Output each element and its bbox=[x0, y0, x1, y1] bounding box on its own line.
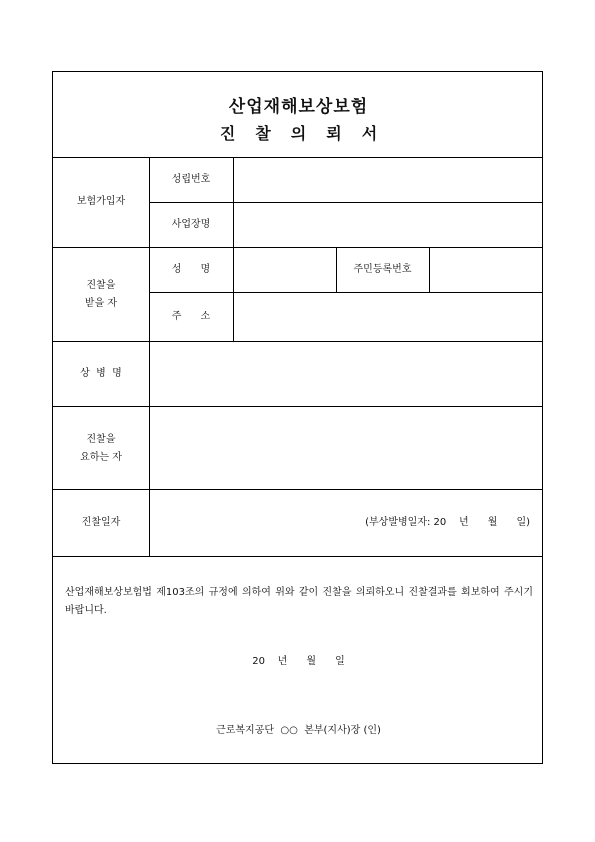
title-char: 서 bbox=[361, 124, 378, 143]
name-label: 성 명 bbox=[171, 264, 211, 275]
establishment-no-label: 성립번호 bbox=[171, 174, 211, 185]
workplace-name-label: 사업장명 bbox=[171, 219, 211, 230]
exam-required-line1: 진찰을 bbox=[86, 434, 116, 445]
injury-date-text: (부상발병일자: 20 년 월 일) bbox=[365, 517, 530, 528]
insured-label: 보험가입자 bbox=[76, 196, 126, 207]
signature-line: 근로복지공단 ○○ 본부(지사)장 (인) bbox=[216, 725, 381, 736]
establishment-no-field[interactable] bbox=[234, 158, 542, 202]
exam-date-label: 진찰일자 bbox=[81, 517, 121, 528]
address-label: 주 소 bbox=[171, 311, 211, 322]
title-char: 진 bbox=[219, 124, 236, 143]
divider bbox=[53, 556, 542, 557]
request-date: 20 년 월 일 bbox=[252, 656, 345, 667]
workplace-name-field[interactable] bbox=[234, 203, 542, 247]
exam-required-label bbox=[53, 431, 149, 467]
patient-label bbox=[53, 277, 149, 313]
patient-label-line1: 진찰을 bbox=[86, 280, 116, 291]
exam-required-field[interactable] bbox=[150, 407, 542, 489]
request-statement: 산업재해보상보험법 제103조의 규정에 의하여 위와 같이 진찰을 의뢰하오니 진찰결과를 회보하여 주시기 바랍니다. bbox=[65, 587, 533, 616]
form-title-line1: 산업재해보상보험 bbox=[228, 97, 369, 117]
rrn-field[interactable] bbox=[430, 248, 542, 292]
rrn-label: 주민등록번호 bbox=[353, 264, 412, 275]
form-title-line2 bbox=[53, 121, 544, 144]
exam-required-line2: 요하는 자 bbox=[80, 452, 122, 463]
title-char: 뢰 bbox=[326, 124, 342, 143]
title-char: 찰 bbox=[255, 124, 271, 143]
title-char: 의 bbox=[290, 124, 307, 143]
injury-field[interactable] bbox=[150, 342, 542, 406]
injury-label: 상 병 명 bbox=[80, 368, 122, 379]
patient-label-line2: 받을 자 bbox=[84, 298, 118, 309]
referral-form bbox=[52, 71, 543, 764]
name-field[interactable] bbox=[234, 248, 336, 292]
address-field[interactable] bbox=[234, 293, 542, 341]
